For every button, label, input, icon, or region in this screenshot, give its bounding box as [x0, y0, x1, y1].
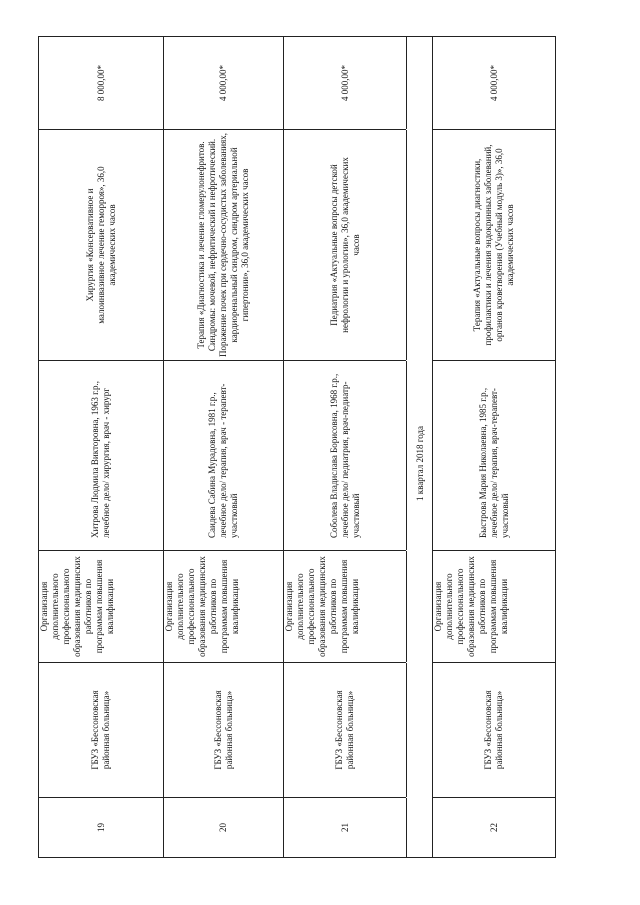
person-cell: Соболева Владислава Борисовна, 1968 г.р., лечебное дело/ педиатрия, врач-педиатр-участковый	[328, 373, 361, 538]
quarter-label: 1 квартал 2018 года	[414, 425, 425, 502]
price-cell: 4 000,00*	[488, 65, 499, 101]
organization-cell: ГБУЗ «Бессоновская районная больница»	[90, 690, 111, 770]
organization-cell: ГБУЗ «Бессоновская районная больница»	[334, 690, 355, 770]
table-border-left	[38, 857, 556, 858]
training-table	[38, 36, 556, 858]
program-cell: Терапия «Актуальные вопросы диагностики, профилактики и лечения эндокринных заболеваний, органов кроветворения (Учебный модуль 3)», 36,0 академических часов	[472, 144, 515, 346]
rotated-page	[38, 36, 556, 858]
row-number: 22	[488, 823, 499, 832]
price-cell: 4 000,00*	[218, 65, 228, 101]
price-cell: 8 000,00*	[95, 65, 106, 101]
row-number: 20	[218, 823, 228, 832]
program-cell: Терапия «Диагностика и лечение гломерулонефритов. Синдромы: мочевой, нефритический и нефротический. Поражение почек при сердечно-сосудистых заболеваниях, кардиоренальный синдром, синдром артериальной гипертонии», 36,0 академических часов	[196, 132, 250, 358]
program-cell: Хирургия «Консервативное и малоинвазивное лечение геморроя», 36,0 академических часов	[84, 166, 117, 324]
person-cell: Быстрова Мария Николаевна, 1985 г.р., лечебное дело/ терапия, врач-терапевт-участковый	[477, 387, 510, 538]
training-type-cell: Организация дополнительного профессионального образования медицинских работников по программам повышения квалификации	[433, 556, 509, 657]
training-type-cell: Организация дополнительного профессионального образования медицинских работников по программам повышения квалификации	[284, 556, 360, 657]
person-cell: Хитрова Людмила Викторовна, 1963 г.р., лечебное дело/ хирургия, врач - хирург	[90, 380, 111, 538]
table-border-bottom	[555, 36, 556, 858]
organization-cell: ГБУЗ «Бессоновская районная больница»	[483, 690, 504, 770]
training-type-cell: Организация дополнительного профессионального образования медицинских работников по программам повышения квалификации	[39, 556, 115, 657]
training-type-cell: Организация дополнительного профессионального образования медицинских работников по программам повышения квалификации	[164, 556, 240, 657]
program-cell: Педиатрия «Актуальные вопросы детской нефрологии и урологии», 36,0 академических часов	[328, 157, 361, 333]
quarter-row-mask	[406, 797, 432, 798]
person-cell: Саидева Сабина Мурадовна, 1981 г.р., лечебное дело/ терапия, врач - терапевт-участковый	[207, 383, 239, 538]
organization-cell: ГБУЗ «Бессоновская районная больница»	[212, 690, 234, 770]
price-cell: 4 000,00*	[339, 65, 350, 101]
row-number: 21	[339, 823, 350, 832]
row-number: 19	[95, 823, 106, 832]
